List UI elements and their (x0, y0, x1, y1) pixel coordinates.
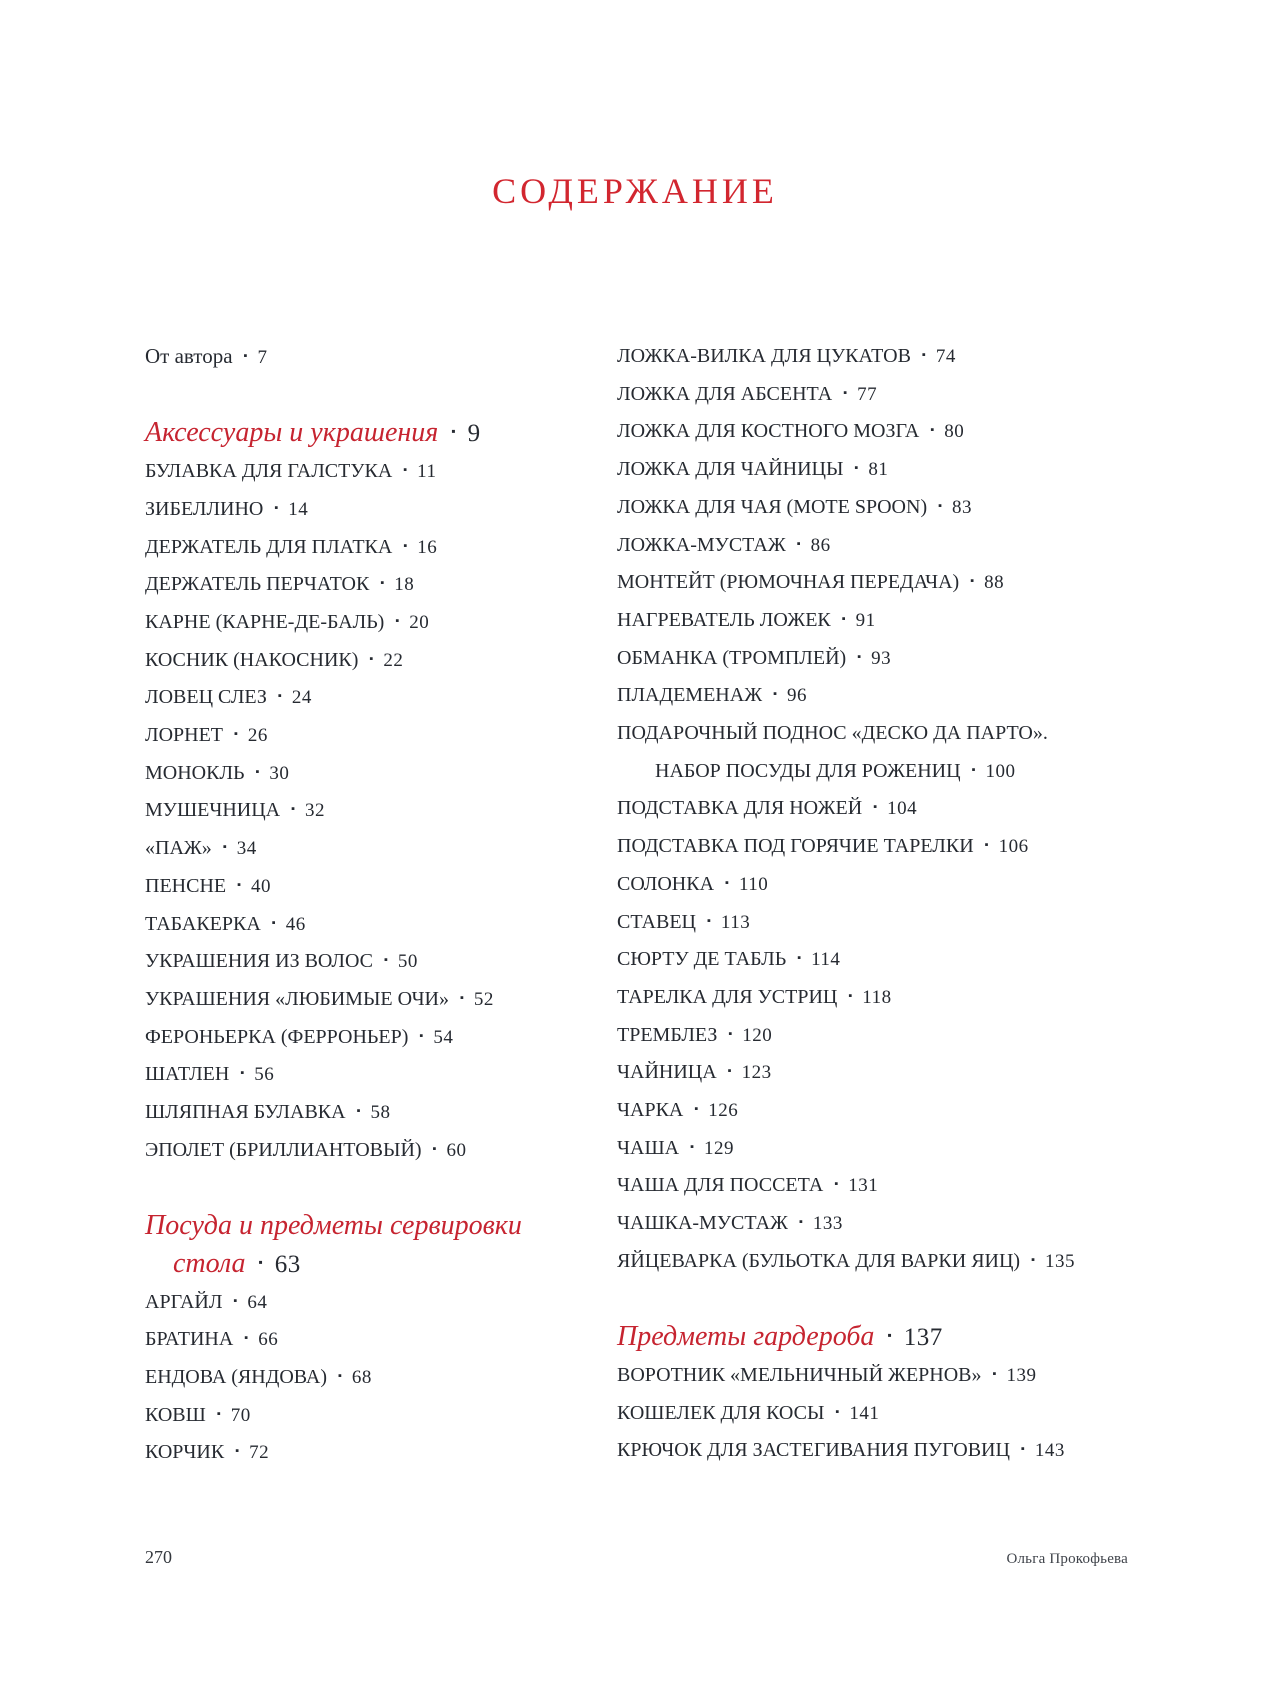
entry-page-number: 77 (857, 383, 878, 405)
toc-entry (617, 904, 1177, 942)
entry-page-number: 70 (230, 1404, 251, 1426)
entry-label: ПОДСТАВКА ПОД ГОРЯЧИЕ ТАРЕЛКИ (617, 835, 974, 858)
entry-label: КОСНИК (НАКОСНИК) (145, 648, 359, 671)
bullet-square-icon: ▪ (971, 763, 976, 776)
entry-line-1 (145, 1207, 617, 1245)
entry-page-number: 88 (984, 572, 1005, 594)
entry-page-number: 22 (383, 649, 404, 671)
toc-entry (145, 830, 617, 868)
entry-label: КОРЧИК (145, 1441, 225, 1464)
bullet-square-icon: ▪ (274, 501, 279, 514)
toc-entry (145, 1284, 617, 1322)
entry-page-number: 143 (1034, 1440, 1065, 1462)
bullet-square-icon: ▪ (1020, 1443, 1025, 1456)
bullet-square-icon: ▪ (694, 1103, 699, 1116)
entry-label: Предметы гардероба (617, 1321, 875, 1353)
toc-entry (617, 1167, 1177, 1205)
entry-page-number: 91 (855, 609, 876, 631)
entry-page-number: 58 (370, 1102, 391, 1124)
toc-entry (145, 642, 617, 680)
entry-label: От автора (145, 344, 233, 368)
toc-entry (617, 1357, 1177, 1395)
toc-column-left (145, 338, 617, 1472)
entry-page-number: 86 (810, 534, 831, 556)
entry-label: МУШЕЧНИЦА (145, 799, 281, 822)
entry-label: ЗИБЕЛЛИНО (145, 497, 264, 520)
entry-page-number: 16 (417, 536, 438, 558)
toc-section-heading (617, 1318, 1177, 1357)
entry-page-number: 64 (247, 1291, 268, 1313)
entry-label: Посуда и предметы сервировки (145, 1210, 522, 1242)
toc-entry (145, 1094, 617, 1132)
entry-label: МОНТЕЙТ (РЮМОЧНАЯ ПЕРЕДАЧА) (617, 571, 960, 594)
entry-page-number: 83 (952, 496, 973, 518)
entry-label: НАБОР ПОСУДЫ ДЛЯ РОЖЕНИЦ (655, 759, 961, 782)
bullet-square-icon: ▪ (727, 1065, 732, 1078)
bullet-square-icon: ▪ (369, 652, 374, 665)
entry-line-2 (145, 1245, 617, 1284)
toc-entry (617, 1017, 1177, 1055)
bullet-square-icon: ▪ (921, 349, 926, 361)
entry-label: стола (173, 1247, 246, 1279)
bullet-square-icon: ▪ (356, 1105, 361, 1118)
entry-page-number: 72 (249, 1442, 270, 1464)
entry-line-2 (617, 753, 1177, 791)
entry-label: ОБМАНКА (ТРОМПЛЕЙ) (617, 646, 847, 669)
bullet-square-icon: ▪ (258, 1254, 263, 1269)
entry-page-number: 9 (467, 420, 481, 448)
toc-entry (145, 491, 617, 529)
bullet-square-icon: ▪ (240, 1067, 245, 1080)
entry-label: ДЕРЖАТЕЛЬ ПЕРЧАТОК (145, 573, 370, 596)
toc-entry (617, 602, 1177, 640)
bullet-square-icon: ▪ (383, 954, 388, 967)
entry-label: ЛОЖКА ДЛЯ ЧАЙНИЦЫ (617, 458, 844, 481)
entry-label: ЧАЙНИЦА (617, 1061, 717, 1084)
toc-entry (145, 453, 617, 491)
entry-page-number: 113 (720, 911, 751, 933)
entry-label: ДЕРЖАТЕЛЬ ДЛЯ ПЛАТКА (145, 535, 393, 558)
bullet-square-icon: ▪ (835, 1405, 840, 1418)
entry-page-number: 20 (409, 611, 430, 633)
bullet-square-icon: ▪ (291, 803, 296, 816)
bullet-square-icon: ▪ (337, 1369, 342, 1382)
toc-entry (145, 868, 617, 906)
bullet-square-icon: ▪ (841, 612, 846, 625)
toc-entry (617, 338, 1177, 376)
entry-label: АРГАЙЛ (145, 1290, 223, 1313)
toc-entry (145, 679, 617, 717)
bullet-square-icon: ▪ (235, 1445, 240, 1458)
entry-page-number: 32 (305, 800, 326, 822)
entry-page-number: 18 (394, 574, 415, 596)
toc-entry (145, 338, 617, 377)
entry-page-number: 11 (417, 461, 437, 483)
bullet-square-icon: ▪ (887, 1328, 892, 1343)
entry-page-number: 7 (257, 347, 268, 368)
entry-label: ТРЕМБЛЕЗ (617, 1023, 718, 1046)
toc-entry (145, 1056, 617, 1094)
toc-entry (617, 564, 1177, 602)
entry-label: ЛОЖКА-ВИЛКА ДЛЯ ЦУКАТОВ (617, 345, 911, 367)
entry-label: ШЛЯПНАЯ БУЛАВКА (145, 1101, 346, 1124)
toc-entry (617, 790, 1177, 828)
entry-page-number: 24 (291, 687, 312, 709)
toc-entry (617, 1243, 1177, 1281)
entry-page-number: 80 (944, 421, 965, 443)
bullet-square-icon: ▪ (460, 991, 464, 1004)
entry-page-number: 141 (849, 1402, 880, 1424)
entry-label: ЧАШКА-МУСТАЖ (617, 1212, 788, 1235)
toc-entry (617, 640, 1177, 678)
toc-entry (617, 941, 1177, 979)
toc-entry (617, 451, 1177, 489)
entry-page-number: 104 (887, 798, 918, 820)
entry-label: СОЛОНКА (617, 872, 715, 895)
entry-label: ЛОЖКА-МУСТАЖ (617, 533, 786, 556)
bullet-square-icon: ▪ (725, 876, 729, 889)
bullet-square-icon: ▪ (728, 1027, 733, 1040)
entry-page-number: 40 (251, 875, 272, 897)
entry-page-number: 96 (787, 685, 808, 707)
entry-label: «ПАЖ» (145, 837, 212, 860)
bullet-square-icon: ▪ (432, 1142, 437, 1155)
entry-label: ПЛАДЕМЕНАЖ (617, 684, 763, 707)
bullet-square-icon: ▪ (970, 575, 975, 588)
entry-page-number: 63 (274, 1250, 301, 1278)
entry-label: МОНОКЛЬ (145, 761, 245, 784)
entry-page-number: 50 (397, 951, 418, 973)
entry-label: ЛОЖКА ДЛЯ ЧАЯ (MOTE SPOON) (617, 495, 928, 518)
entry-page-number: 54 (433, 1026, 454, 1048)
entry-label: ТАРЕЛКА ДЛЯ УСТРИЦ (617, 985, 838, 1008)
bullet-square-icon: ▪ (992, 1367, 997, 1380)
toc-entry (145, 1359, 617, 1397)
bullet-square-icon: ▪ (395, 614, 400, 627)
toc-entry (617, 413, 1177, 451)
entry-page-number: 60 (446, 1139, 467, 1161)
entry-page-number: 74 (935, 346, 956, 367)
bullet-square-icon: ▪ (938, 499, 943, 512)
entry-label: КОВШ (145, 1403, 206, 1426)
toc-entry (617, 1432, 1177, 1470)
toc-entry (617, 1092, 1177, 1130)
entry-page-number: 14 (288, 498, 309, 520)
toc-entry (145, 755, 617, 793)
bullet-square-icon: ▪ (796, 537, 801, 550)
entry-page-number: 93 (871, 647, 892, 669)
entry-label: ЕНДОВА (ЯНДОВА) (145, 1365, 327, 1388)
bullet-square-icon: ▪ (857, 650, 862, 663)
toc-entry (145, 1397, 617, 1435)
bullet-square-icon: ▪ (930, 424, 935, 437)
toc-entry (617, 527, 1177, 565)
bullet-square-icon: ▪ (419, 1029, 424, 1042)
bullet-square-icon: ▪ (834, 1178, 839, 1191)
entry-label: ПЕНСНЕ (145, 874, 227, 897)
toc-entry (145, 792, 617, 830)
bullet-square-icon: ▪ (451, 424, 456, 439)
toc-entry (145, 604, 617, 642)
entry-label: КРЮЧОК ДЛЯ ЗАСТЕГИВАНИЯ ПУГОВИЦ (617, 1439, 1010, 1462)
entry-page-number: 126 (708, 1100, 739, 1122)
bullet-square-icon: ▪ (403, 539, 408, 552)
toc-entry (617, 489, 1177, 527)
entry-label: ВОРОТНИК «МЕЛЬНИЧНЫЙ ЖЕРНОВ» (617, 1363, 982, 1386)
entry-page-number: 68 (351, 1366, 372, 1388)
bullet-square-icon: ▪ (243, 350, 248, 362)
entry-page-number: 131 (848, 1175, 879, 1197)
toc-entry (617, 1205, 1177, 1243)
entry-label: КОШЕЛЕК ДЛЯ КОСЫ (617, 1401, 825, 1424)
bullet-square-icon: ▪ (707, 914, 711, 927)
entry-page-number: 135 (1044, 1250, 1075, 1272)
entry-label: ЭПОЛЕТ (БРИЛЛИАНТОВЫЙ) (145, 1138, 422, 1161)
toc-column-right (617, 338, 1177, 1472)
entry-label: ПОДСТАВКА ДЛЯ НОЖЕЙ (617, 797, 863, 820)
entry-page-number: 139 (1006, 1364, 1037, 1386)
entry-page-number: 106 (998, 836, 1029, 858)
entry-page-number: 118 (862, 986, 892, 1008)
entry-page-number: 100 (985, 760, 1016, 782)
bullet-square-icon: ▪ (843, 386, 848, 399)
entry-label: ЧАША ДЛЯ ПОССЕТА (617, 1174, 824, 1197)
bullet-square-icon: ▪ (798, 1216, 803, 1229)
entry-page-number: 133 (812, 1213, 843, 1235)
toc-entry (145, 1434, 617, 1472)
bullet-square-icon: ▪ (403, 464, 408, 477)
entry-label: СЮРТУ ДЕ ТАБЛЬ (617, 948, 787, 971)
entry-label: ЛОЖКА ДЛЯ КОСТНОГО МОЗГА (617, 420, 920, 443)
bullet-square-icon: ▪ (854, 462, 859, 475)
entry-page-number: 66 (258, 1329, 279, 1351)
toc-section-heading (145, 414, 617, 453)
toc-entry (145, 566, 617, 604)
bullet-square-icon: ▪ (773, 688, 778, 701)
toc-entry (145, 943, 617, 981)
toc-section-heading (145, 1207, 617, 1283)
bullet-square-icon: ▪ (216, 1407, 221, 1420)
entry-label: БУЛАВКА ДЛЯ ГАЛСТУКА (145, 460, 393, 483)
toc-entry (145, 981, 617, 1019)
entry-label: НАГРЕВАТЕЛЬ ЛОЖЕК (617, 608, 831, 631)
bullet-square-icon: ▪ (277, 690, 282, 703)
toc-entry (617, 376, 1177, 414)
entry-label: ШАТЛЕН (145, 1063, 230, 1086)
entry-label: ФЕРОНЬЕРКА (ФЕРРОНЬЕР) (145, 1025, 409, 1048)
author-name: Ольга Прокофьева (1006, 1551, 1128, 1567)
entry-page-number: 110 (738, 873, 769, 895)
bullet-square-icon: ▪ (255, 765, 260, 778)
page-title: СОДЕРЖАНИЕ (492, 171, 778, 211)
bullet-square-icon: ▪ (237, 878, 242, 891)
toc-entry (145, 529, 617, 567)
entry-page-number: 26 (247, 725, 268, 747)
entry-page-number: 30 (269, 762, 290, 784)
entry-label: КАРНЕ (КАРНЕ-ДЕ-БАЛЬ) (145, 610, 385, 633)
entry-label: ТАБАКЕРКА (145, 912, 261, 935)
toc-entry (617, 677, 1177, 715)
bullet-square-icon: ▪ (222, 841, 227, 854)
entry-page-number: 120 (742, 1024, 773, 1046)
toc-entry (617, 828, 1177, 866)
entry-label: БРАТИНА (145, 1328, 234, 1351)
entry-label: ЧАША (617, 1136, 680, 1159)
folio-page-number: 270 (145, 1547, 172, 1567)
toc-entry (145, 1019, 617, 1057)
entry-label: ЯЙЦЕВАРКА (БУЛЬОТКА ДЛЯ ВАРКИ ЯИЦ) (617, 1249, 1021, 1272)
toc-entry (617, 715, 1177, 790)
entry-page-number: 81 (868, 459, 889, 481)
bullet-square-icon: ▪ (234, 728, 238, 741)
bullet-square-icon: ▪ (271, 916, 276, 929)
entry-label: ЛОВЕЦ СЛЕЗ (145, 686, 267, 709)
toc-entry (617, 866, 1177, 904)
entry-label: ПОДАРОЧНЫЙ ПОДНОС «ДЕСКО ДА ПАРТО». (617, 722, 1048, 745)
bullet-square-icon: ▪ (848, 989, 853, 1002)
entry-page-number: 114 (811, 949, 841, 971)
bullet-square-icon: ▪ (233, 1294, 238, 1307)
toc-entry (617, 979, 1177, 1017)
entry-page-number: 52 (473, 988, 494, 1010)
bullet-square-icon: ▪ (244, 1332, 249, 1345)
toc-entry (617, 1130, 1177, 1168)
bullet-square-icon: ▪ (690, 1140, 694, 1153)
toc-columns (145, 338, 1177, 1472)
entry-label: ЛОРНЕТ (145, 724, 224, 747)
entry-label: СТАВЕЦ (617, 910, 697, 933)
entry-page-number: 34 (236, 838, 257, 860)
entry-label: ЧАРКА (617, 1099, 684, 1122)
entry-page-number: 123 (741, 1062, 772, 1084)
entry-page-number: 129 (703, 1137, 734, 1159)
entry-page-number: 137 (903, 1324, 943, 1352)
entry-label: ЛОЖКА ДЛЯ АБСЕНТА (617, 382, 833, 405)
bullet-square-icon: ▪ (873, 801, 878, 814)
bullet-square-icon: ▪ (984, 839, 989, 852)
toc-entry (617, 1054, 1177, 1092)
entry-label: УКРАШЕНИЯ ИЗ ВОЛОС (145, 950, 373, 973)
toc-entry (145, 717, 617, 755)
toc-entry (145, 1132, 617, 1170)
entry-label: Аксессуары и украшения (145, 417, 439, 449)
bullet-square-icon: ▪ (1031, 1253, 1035, 1266)
page-footer (145, 1547, 1128, 1568)
toc-entry (617, 1395, 1177, 1433)
entry-page-number: 56 (254, 1064, 275, 1086)
entry-line-1 (617, 715, 1177, 753)
toc-entry (145, 906, 617, 944)
entry-page-number: 46 (285, 913, 306, 935)
entry-label: УКРАШЕНИЯ «ЛЮБИМЫЕ ОЧИ» (145, 987, 450, 1010)
bullet-square-icon: ▪ (797, 952, 802, 965)
toc-entry (145, 1321, 617, 1359)
bullet-square-icon: ▪ (380, 577, 385, 590)
